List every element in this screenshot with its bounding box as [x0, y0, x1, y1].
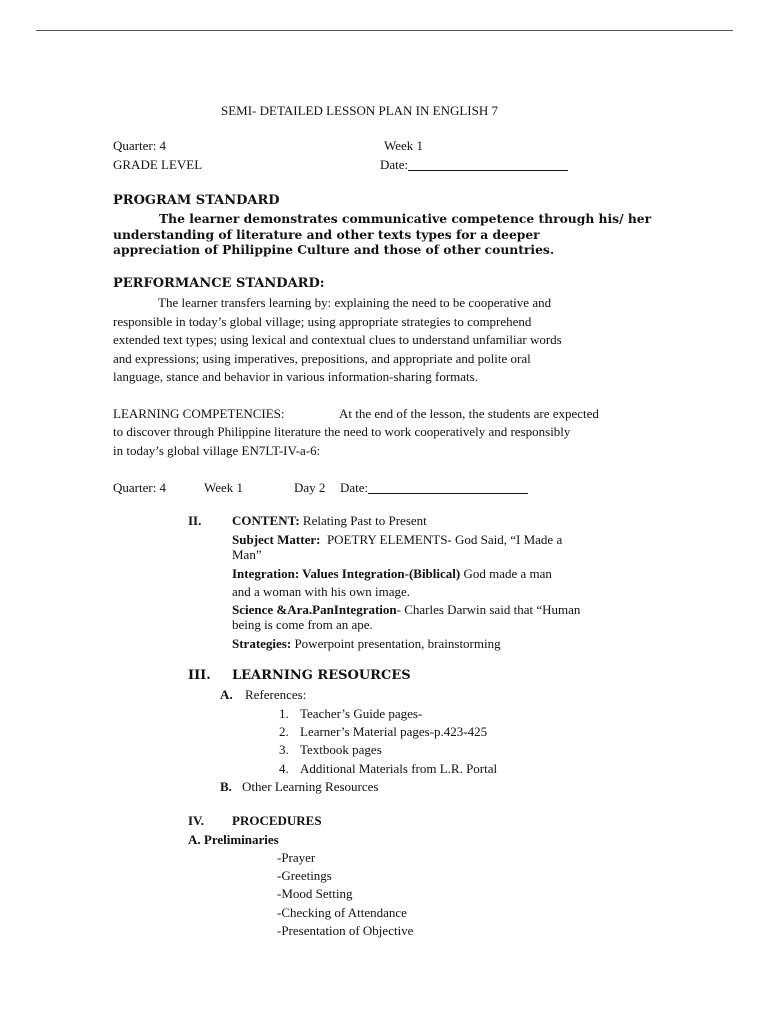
week-label: Week 1	[384, 138, 424, 153]
reference-item-number: 4.	[279, 761, 289, 776]
references-marker: A.	[220, 687, 233, 702]
learning-competencies-label: LEARNING COMPETENCIES:	[113, 406, 285, 421]
preliminaries-item: -Presentation of Objective	[277, 923, 414, 938]
subject-matter-row	[232, 532, 562, 548]
date-label: Date:	[380, 157, 409, 172]
program-standard-line: appreciation of Philippine Culture and those of other countries.	[113, 242, 555, 257]
document-title: SEMI- DETAILED LESSON PLAN IN ENGLISH 7	[221, 103, 498, 118]
program-standard-heading: PROGRAM STANDARD	[113, 193, 280, 208]
top-rule	[36, 30, 733, 31]
learning-competencies-line: in today’s global village EN7LT-IV-a-6:	[113, 443, 321, 458]
procedures-numeral: IV.	[188, 813, 205, 828]
content-heading: CONTENT:	[232, 513, 300, 528]
science-integration-text: - Charles Darwin said that “Human	[396, 602, 581, 617]
preliminaries-item: -Mood Setting	[277, 886, 353, 901]
reference-item-number: 1.	[279, 706, 289, 721]
preliminaries-item: -Prayer	[277, 850, 316, 865]
schedule-day: Day 2	[294, 480, 326, 495]
performance-standard-line: responsible in today’s global village; using appropriate strategies to comprehend	[113, 314, 532, 329]
strategies-row	[232, 636, 501, 652]
science-integration-continuation: being is come from an ape.	[232, 617, 373, 632]
quarter-label: Quarter: 4	[113, 138, 167, 153]
subject-matter-text: POETRY ELEMENTS- God Said, “I Made a	[326, 532, 563, 547]
learning-competencies-line: At the end of the lesson, the students are expected	[339, 406, 599, 421]
content-heading-text: Relating Past to Present	[302, 513, 427, 528]
program-standard-line: understanding of literature and other texts types for a deeper	[113, 227, 540, 242]
reference-item-text: Additional Materials from L.R. Portal	[300, 761, 498, 776]
performance-standard-heading: PERFORMANCE STANDARD:	[113, 276, 325, 291]
resources-numeral: III.	[188, 668, 211, 683]
procedures-heading: PROCEDURES	[232, 813, 322, 828]
program-standard-line: The learner demonstrates communicative competence through his/ her	[159, 211, 652, 226]
performance-standard-line: and expressions; using imperatives, prepositions, and appropriate and polite oral	[113, 351, 531, 366]
schedule-date-blank-line	[368, 481, 528, 494]
integration-label: Integration: Values Integration-(Biblical)	[232, 566, 461, 581]
subject-matter-continuation: Man”	[232, 547, 262, 562]
other-resources-label: Other Learning Resources	[242, 779, 379, 794]
reference-item-text: Learner’s Material pages-p.423-425	[300, 724, 488, 739]
schedule-quarter: Quarter: 4	[113, 480, 167, 495]
reference-item-text: Teacher’s Guide pages-	[300, 706, 423, 721]
schedule-date-label: Date:	[340, 480, 369, 495]
content-heading-row	[232, 513, 427, 529]
preliminaries-item: -Checking of Attendance	[277, 905, 407, 920]
performance-standard-line: language, stance and behavior in various information-sharing formats.	[113, 369, 478, 384]
science-integration-label: Science &Ara.PanIntegration	[232, 602, 397, 617]
reference-item-number: 2.	[279, 724, 289, 739]
date-blank-line	[408, 158, 568, 171]
performance-standard-line: The learner transfers learning by: explaining the need to be cooperative and	[158, 295, 552, 310]
learning-competencies-line: to discover through Philippine literature the need to work cooperatively and responsibly	[113, 424, 571, 439]
grade-level-label: GRADE LEVEL	[113, 157, 203, 172]
schedule-date-field	[340, 480, 528, 496]
preliminaries-heading: A. Preliminaries	[188, 832, 279, 847]
other-resources-marker: B.	[220, 779, 232, 794]
references-label: References:	[245, 687, 307, 702]
strategies-label: Strategies:	[232, 636, 292, 651]
reference-item-number: 3.	[279, 742, 289, 757]
subject-matter-label: Subject Matter:	[232, 532, 321, 547]
integration-row	[232, 566, 552, 582]
reference-item-text: Textbook pages	[300, 742, 382, 757]
schedule-week: Week 1	[204, 480, 244, 495]
date-field	[380, 157, 568, 173]
content-numeral: II.	[188, 513, 202, 528]
strategies-text: Powerpoint presentation, brainstorming	[294, 636, 501, 651]
performance-standard-line: extended text types; using lexical and contextual clues to understand unfamiliar words	[113, 332, 562, 347]
science-integration-row	[232, 602, 580, 618]
integration-text: God made a man	[463, 566, 552, 581]
resources-heading: LEARNING RESOURCES	[232, 668, 411, 683]
preliminaries-item: -Greetings	[277, 868, 332, 883]
integration-continuation: and a woman with his own image.	[232, 584, 410, 599]
